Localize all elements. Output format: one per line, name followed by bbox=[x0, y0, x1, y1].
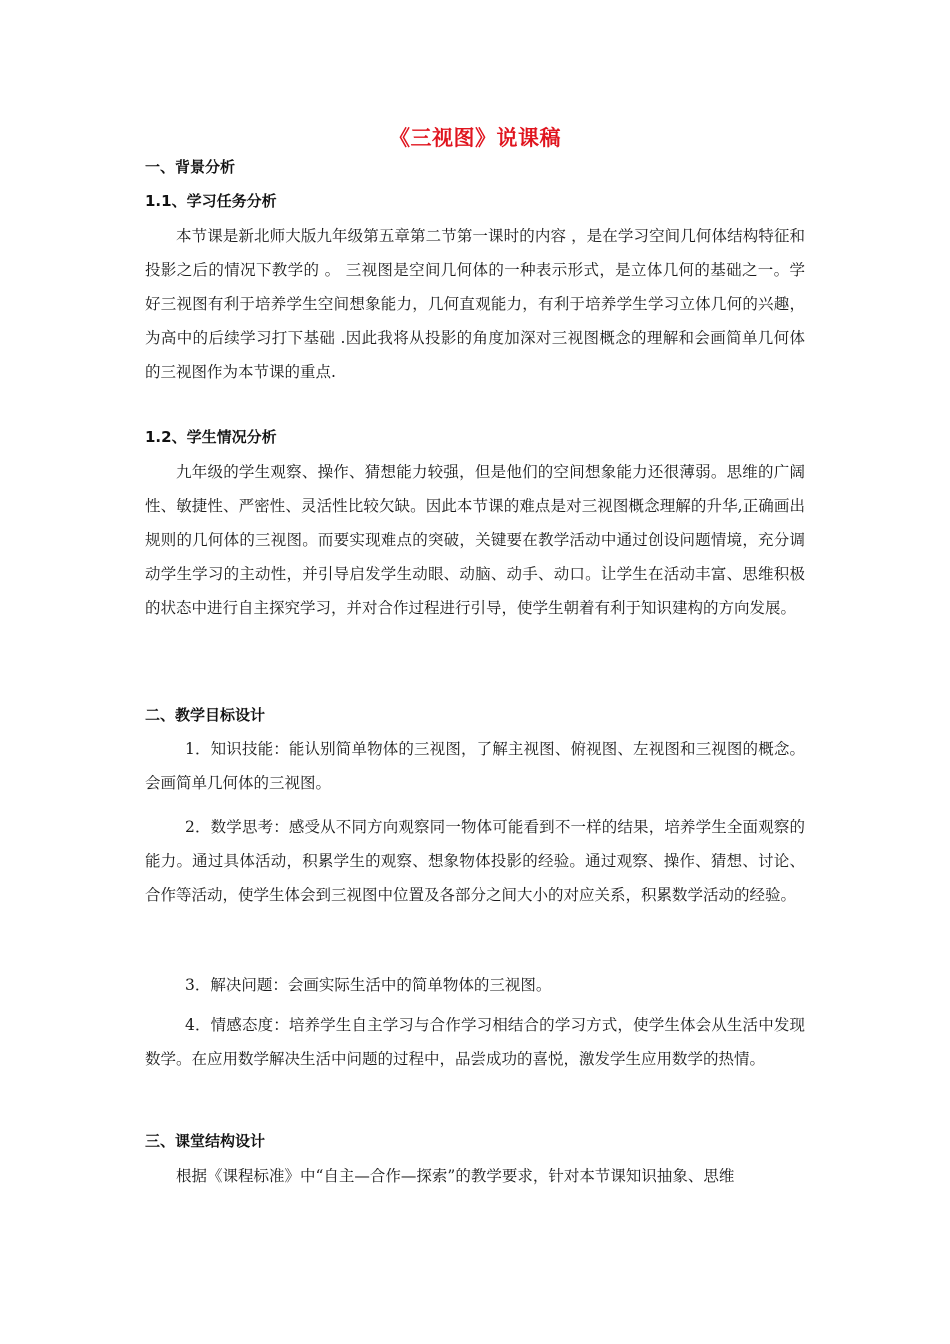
paragraph-task-analysis: 本节课是新北师大版九年级第五章第二节第一课时的内容 ，是在学习空间几何体结构特征和投影之后的情况下教学的 。 三视图是空间几何体的一种表示形式，是立体几何的基础之一。学好三视图有利于培养学生空间想象能力，几何直观能力，有利于培养学生学习立体几何的兴趣，为高中的后续学习打下基础 .因此我将从投影的角度加深对三视图概念的理解和会画简单几何体的三视图作为本节课的重点. bbox=[145, 227, 805, 381]
goal-item-problem-solving: 3．解决问题：会画实际生活中的简单物体的三视图。 bbox=[185, 976, 552, 994]
goal-item-emotion-attitude: 4．情感态度：培养学生自主学习与合作学习相结合的学习方式，使学生体会从生活中发现数学。在应用数学解决生活中问题的过程中，品尝成功的喜悦，激发学生应用数学的热情。 bbox=[145, 1016, 805, 1068]
subsection-heading-task-analysis: 1.1、学习任务分析 bbox=[145, 192, 277, 210]
document-title: 《三视图》说课稿 bbox=[389, 126, 561, 150]
goal-item-math-thinking: 2．数学思考：感受从不同方向观察同一物体可能看到不一样的结果，培养学生全面观察的能力。通过具体活动，积累学生的观察、想象物体投影的经验。通过观察、操作、猜想、讨论、合作等活动，使学生体会到三视图中位置及各部分之间大小的对应关系，积累数学活动的经验。 bbox=[145, 818, 805, 904]
paragraph-student-analysis: 九年级的学生观察、操作、猜想能力较强，但是他们的空间想象能力还很薄弱。思维的广阔性、敏捷性、严密性、灵活性比较欠缺。因此本节课的难点是对三视图概念理解的升华,正确画出规则的几何体的三视图。而要实现难点的突破，关键要在教学活动中通过创设问题情境，充分调动学生学习的主动性，并引导启发学生动眼、动脑、动手、动口。让学生在活动丰富、思维积极的状态中进行自主探究学习，并对合作过程进行引导，使学生朝着有利于知识建构的方向发展。 bbox=[145, 463, 805, 617]
section-heading-objectives: 二、教学目标设计 bbox=[145, 706, 266, 724]
section-heading-background: 一、背景分析 bbox=[145, 158, 236, 176]
subsection-heading-student-analysis: 1.2、学生情况分析 bbox=[145, 428, 277, 446]
section-heading-structure: 三、课堂结构设计 bbox=[145, 1132, 266, 1150]
paragraph-structure: 根据《课程标准》中“自主—合作—探索”的教学要求，针对本节课知识抽象、思维 bbox=[176, 1167, 735, 1185]
goal-item-knowledge-skills: 1．知识技能：能认别简单物体的三视图，了解主视图、俯视图、左视图和三视图的概念。会画简单几何体的三视图。 bbox=[145, 740, 805, 792]
